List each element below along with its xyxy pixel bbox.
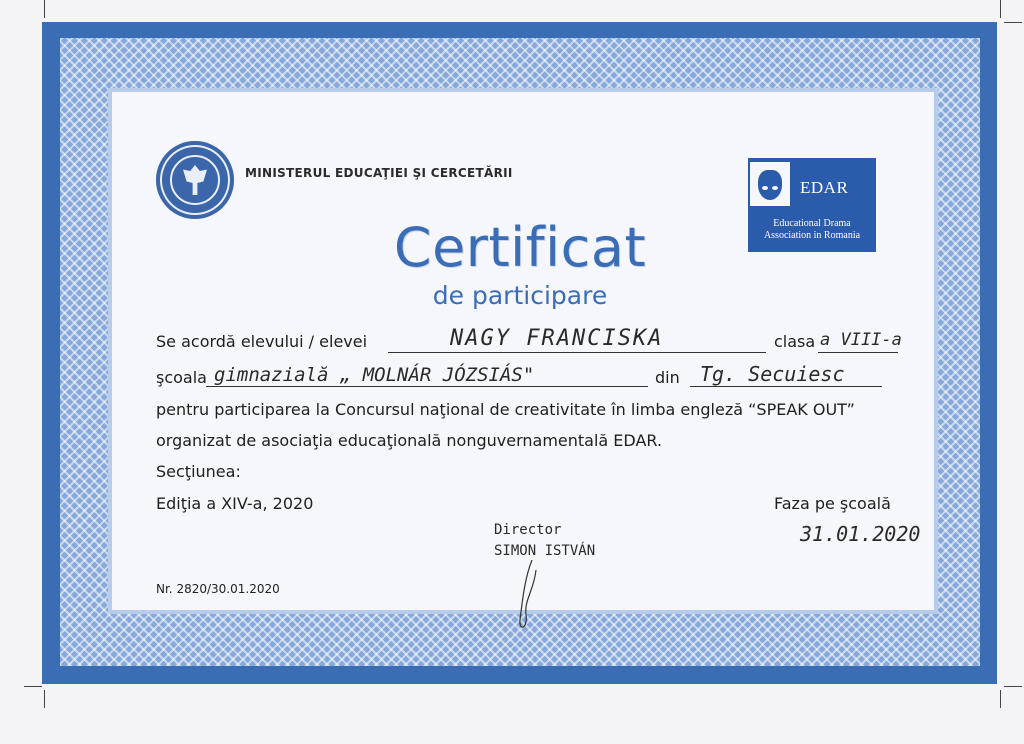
school-name: gimnazială „ MOLNÁR JÓZSIÁS" — [214, 364, 535, 386]
director-title: Director — [494, 522, 562, 538]
crop-mark — [44, 0, 45, 18]
phase-label: Faza pe şcoală — [774, 494, 891, 513]
government-seal-icon — [156, 141, 234, 219]
mask-eye — [762, 186, 768, 190]
section-label: Secţiunea: — [156, 462, 241, 481]
student-name: NAGY FRANCISKA — [450, 326, 664, 351]
participation-text: pentru participarea la Concursul naţional de creativitate în limba engleză “SPEAK OUT” — [156, 400, 855, 419]
city-name: Tg. Secuiesc — [700, 362, 845, 386]
issue-date: 31.01.2020 — [800, 522, 921, 546]
crop-mark — [1004, 22, 1022, 23]
crop-mark — [44, 690, 45, 708]
director-signature — [512, 560, 552, 640]
certificate-title: Certificat — [393, 216, 647, 279]
theatre-mask-icon — [750, 162, 790, 206]
award-prefix: Se acordă elevului / elevei — [156, 332, 368, 351]
school-label: şcoala — [156, 368, 207, 387]
edition-text: Ediţia a XIV-a, 2020 — [156, 494, 314, 513]
edar-logo-subtitle-line: Educational Drama — [773, 218, 851, 229]
class-value: a VIII-a — [820, 330, 902, 350]
crop-mark — [1000, 690, 1001, 708]
edar-logo-subtitle-line: Association in Romania — [763, 230, 861, 241]
mask-eye — [772, 186, 778, 190]
crop-mark — [24, 686, 42, 687]
edar-logo — [748, 158, 876, 252]
document-number: Nr. 2820/30.01.2020 — [156, 582, 280, 596]
edar-logo-name: EDAR — [800, 178, 849, 197]
mask-face — [758, 170, 782, 200]
crop-mark — [1000, 0, 1001, 18]
ministry-name: MINISTERUL EDUCAŢIEI ŞI CERCETĂRII — [245, 166, 513, 180]
crop-mark — [1004, 686, 1022, 687]
edar-logo-subtitle — [748, 218, 876, 242]
city-label: din — [655, 368, 680, 387]
organizer-text: organizat de asociaţia educaţională nonguvernamentală EDAR. — [156, 431, 663, 450]
class-label: clasa — [774, 332, 816, 351]
certificate-subtitle: de participare — [432, 281, 608, 310]
director-name: SIMON ISTVÁN — [494, 543, 596, 559]
